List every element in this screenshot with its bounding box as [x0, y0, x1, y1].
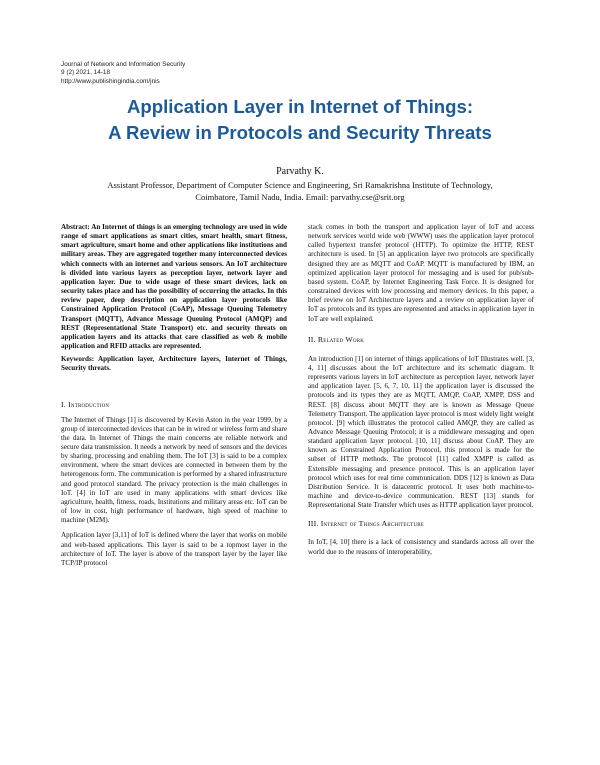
- title-line-2: A Review in Protocols and Security Threats: [108, 121, 492, 143]
- left-column: [61, 223, 287, 568]
- author-name: Parvathy K.: [276, 166, 324, 177]
- journal-issue: 9 (2) 2021, 14-18: [61, 69, 111, 77]
- paper-title: [30, 94, 570, 145]
- right-paragraph-1: stack comes in both the transport and application layer of IoT and access network services world wide web (WWW) uses the application layer protocol called hypertext transfer protocol (HTTP). To optimize the HTTP, REST architecture is used. In [5] an application layer two protocols are specifically designed they are as MQTT and CoAP. MQTT is manufactured by IBM, an optimized application layer protocol for messaging and is used for pub/sub-based system. CoAP, by Internet Engineering Task Force. It is designed for constrained devices with low processing and memory devices. In this paper, a brief review on IoT Architecture layers and a review on application layer of IoT as protocols and its types are represented and attacks in application layer in IoT are well explained.: [308, 223, 534, 323]
- abstract: Abstract: An Internet of things is an emerging technology are used in wide range of smart applications as smart cities, smart health, smart fitness, smart agriculture, smart home and other applications like institutions and military areas. They are aggregated together many interconnected devices which connects with an internet and various sensors. An IoT architecture is divided into various layers as perception layer, network layer and application layer. Due to wide usage of these smart devices, lack on security takes place and has the possibility of occurring the attacks. In this review paper, deep description on application layer protocols like Constrained Application Protocol (CoAP), Message Queuing Telemetry Transport (MQTT), Advance Message Queuing Protocol (AMQP) and REST (Representational State Transport) etc. and security threats on application layers and its attacks that care classified as web & mobile application and RFID attacks are represented.: [61, 223, 287, 351]
- right-column: [308, 223, 534, 557]
- title-line-1: Application Layer in Internet of Things:: [126, 96, 474, 117]
- author-affiliation: [40, 180, 560, 203]
- section-heading-related-work: II. Related Work: [308, 334, 365, 344]
- affiliation-line-2: Coimbatore, Tamil Nadu, India. Email: parvathy.cse@srit.org: [195, 191, 405, 202]
- journal-name: Journal of Network and Information Security: [61, 61, 186, 68]
- introduction-paragraph-2: Application layer [3,11] of IoT is defined where the layer that works on mobile and web-based applications. This layer is said to be a topmost layer in the architecture of IoT. The layer is above of the transport layer by the layer like TCP/IP protocol: [61, 531, 287, 567]
- affiliation-line-1: Assistant Professor, Department of Computer Science and Engineering, Sri Ramakrishna Institute of Technology,: [107, 180, 493, 190]
- section-heading-architecture: III. Internet of Things Architecture: [308, 519, 425, 529]
- keywords: Keywords: Application layer, Architecture layers, Internet of Things, Security threats.: [61, 355, 287, 373]
- architecture-paragraph: In IoT, [4, 10] there is a lack of consistency and standards across all over the world due to the reasons of interoperability,: [308, 538, 534, 556]
- related-work-paragraph: An introduction [1] on internet of things applications of IoT Illustrates well. [3, 4, 11] discusses about the IoT architecture and its schematic diagram. It represents various layers in IoT architecture as perception layer, network layer and application layer. [5, 6, 7, 10, 11] the application layer is discussed the protocols and its types they are as MQTT, AMQP, CoAP, XMPP, DSS and REST. [8] discuss about MQTT they are is known as Message Queue Telemetry Transport. The application layer protocol is most widely light weight protocol. [9] which illustrates the protocol called AMQP, they are called as Advance Message Queuing Protocol; it is a middleware messaging and open standard application layer protocol. [10, 11] discuss about CoAP. They are known as Constrained Application Protocol, this protocol is made for the subset of HTTP methods. The protocol [11] called XMPP is called as Extensible messaging and presence protocol. This is an application layer protocol which uses for real time communication. DDS [12] is known as Data Distribution Service. It is datacentric protocol. It uses both machine-to-machine and device-to-device communication. REST [13] stands for Representational State Transfer which uses as HTTP application layer protocol.: [308, 354, 534, 510]
- journal-url[interactable]: http://www.publishingindia.com/jnis: [61, 77, 160, 85]
- section-heading-introduction: I. Introduction: [61, 399, 110, 409]
- introduction-paragraph-1: The Internet of Things [1] is discovered by Kevin Aston in the year 1999, by a group of interconnected devices that can be in wired or wireless form and share the data. In Internet of Things the main concerns are reliable network and secure data transmission. It needs a network by need of sensors and the devices by sharing, processing and enabling them. The IoT [3] is said to be a complex environment, where the smart devices are connected in between them by the heterogenous form. The communication is performed by a shared infrastructure and good protocol standard. The privacy protection is the main challenges in IoT. [4] in IoT are used in many applications with smart devices like agriculture, health, fitness, roads, Institutions and military areas etc. IoT can be of low in cost, high performance of hardware, high speed of machine to machine (M2M).: [61, 415, 287, 525]
- journal-header: [61, 61, 185, 86]
